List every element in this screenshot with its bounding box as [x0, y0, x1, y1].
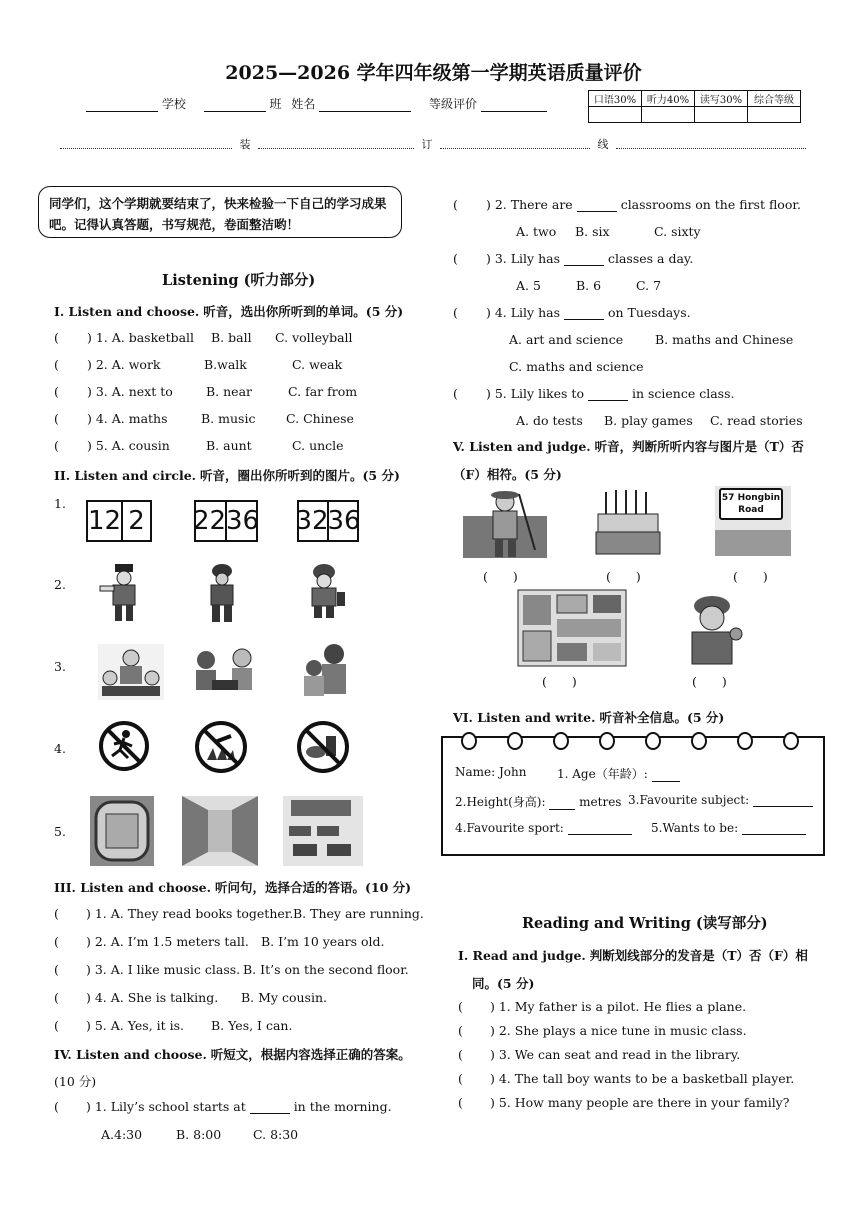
page-title: 2025—2026 学年四年级第一学期英语质量评价: [225, 62, 642, 84]
section-title-en: VI. Listen and write.: [453, 710, 596, 725]
option-a: ) 2. A. work: [87, 357, 161, 372]
question-prefix: ) 3. Lily has: [486, 251, 560, 266]
binding-line: [60, 136, 790, 152]
number-card[interactable]: [194, 500, 258, 542]
subject-blank[interactable]: [753, 794, 813, 807]
option-b: B. They are running.: [293, 906, 424, 921]
question-suffix: in science class.: [631, 386, 735, 401]
question-prefix: ) 5. Lily likes to: [486, 386, 584, 401]
spiral-ring: [461, 732, 477, 750]
section-title-cn: 听音，选出你所听到的单词。(5 分): [203, 304, 404, 319]
school-field[interactable]: [86, 99, 158, 112]
section-title-cn: 听短文，根据内容选择正确的答案。: [210, 1047, 411, 1062]
question-suffix: classes a day.: [607, 251, 694, 266]
judge-sentence: ) 4. The tall boy wants to be a basketball player.: [490, 1071, 795, 1086]
number-value: 2: [128, 506, 145, 536]
option-b: B. aunt: [206, 438, 252, 453]
worker-picture[interactable]: [682, 594, 746, 666]
age-field: [557, 765, 680, 782]
spiral-ring: [507, 732, 523, 750]
farmer-picture[interactable]: [463, 486, 547, 558]
option-c: C. volleyball: [275, 330, 353, 345]
row-number: 4.: [54, 741, 66, 756]
section-4-points: (10 分): [54, 1074, 97, 1089]
dotted-line: [258, 141, 414, 149]
birthday-cake-picture[interactable]: [594, 486, 662, 558]
height-blank[interactable]: [549, 797, 575, 810]
age-blank[interactable]: [652, 769, 680, 782]
reading-section-1-title-cont: 同。(5 分): [472, 976, 535, 991]
binding-char: 线: [597, 138, 609, 151]
spiral-ring: [553, 732, 569, 750]
fill-blank[interactable]: [564, 307, 604, 320]
answer-paren[interactable]: ( ): [692, 674, 727, 689]
spiral-ring: [599, 732, 615, 750]
question-prefix: ) 2. There are: [486, 197, 573, 212]
number-value: 32: [297, 502, 329, 540]
name-text: Name: John: [455, 765, 527, 779]
reading-section-1-title: [458, 946, 808, 964]
option-c: C. maths and science: [509, 359, 644, 374]
option-b: B. music: [201, 411, 256, 426]
wants-blank[interactable]: [742, 822, 806, 835]
section-title-en: V. Listen and judge.: [453, 439, 591, 454]
grade-eval-field[interactable]: [481, 99, 547, 112]
answer-paren[interactable]: ( ): [606, 569, 641, 584]
score-header: 综合等级: [748, 91, 801, 107]
answer-paren[interactable]: (: [54, 411, 59, 426]
classroom-picture[interactable]: [283, 796, 363, 866]
mother-reading-picture[interactable]: [298, 640, 354, 700]
dotted-line: [60, 141, 232, 149]
binding-char: 装: [239, 138, 251, 151]
judge-sentence: ) 5. How many people are there in your family?: [490, 1095, 790, 1110]
option-c: C. 8:30: [253, 1127, 299, 1142]
answer-paren[interactable]: (: [54, 1099, 59, 1114]
wants-label: 5.Wants to be:: [651, 821, 739, 835]
playground-picture[interactable]: [90, 796, 154, 866]
library-picture[interactable]: [182, 796, 258, 866]
class-field[interactable]: [204, 99, 266, 112]
option-a: ) 1. A. They read books together.: [86, 906, 294, 921]
notice-box: 同学们，这个学期就要结束了，快来检验一下自己的学习成果吧。记得认真答题，书写规范，卷面整洁哟！: [38, 186, 402, 238]
spiral-ring: [783, 732, 799, 750]
option-c: C. Chinese: [286, 411, 354, 426]
firefighter-girl-picture[interactable]: [304, 562, 348, 620]
section-title-cn: 听音，判断所听内容与图片是（T）否: [594, 439, 804, 454]
dotted-line: [440, 141, 590, 149]
question-text: [486, 197, 801, 212]
name-label: 姓名: [291, 97, 316, 111]
option-a: ) 4. A. She is talking.: [86, 990, 219, 1005]
question-text: [486, 305, 691, 320]
spiral-ring: [737, 732, 753, 750]
option-a: ) 4. A. maths: [87, 411, 168, 426]
answer-paren[interactable]: (: [54, 934, 59, 949]
name-field[interactable]: [319, 99, 411, 112]
binding-char: 订: [421, 138, 433, 151]
height-field: [455, 793, 621, 810]
question-text: [486, 251, 693, 266]
section-2-title: [54, 466, 400, 484]
school-map-picture[interactable]: [517, 589, 627, 667]
row-number: 5.: [54, 824, 66, 839]
option-a: ) 5. A. cousin: [87, 438, 170, 453]
number-card[interactable]: [297, 500, 359, 542]
answer-paren[interactable]: ( ): [483, 569, 518, 584]
question-text: [486, 386, 734, 401]
answer-paren[interactable]: (: [54, 962, 59, 977]
option-b: B. It’s on the second floor.: [243, 962, 409, 977]
answer-paren[interactable]: (: [458, 1047, 463, 1062]
judge-sentence: ) 2. She plays a nice tune in music class.: [490, 1023, 747, 1038]
section-5-title: [453, 437, 804, 455]
dotted-line: [616, 141, 806, 149]
option-a: A. 5: [516, 278, 541, 293]
police-officer-picture[interactable]: [98, 562, 148, 624]
section-title-cn: 判断划线部分的发音是（T）否（F）相: [589, 948, 808, 963]
score-table: [588, 90, 801, 123]
sport-field: [455, 821, 632, 835]
section-title-en: II. Listen and circle.: [54, 468, 197, 483]
option-c: C. 7: [636, 278, 662, 293]
school-label: 学校: [161, 97, 186, 111]
section-title-en: IV. Listen and choose.: [54, 1047, 207, 1062]
fill-blank[interactable]: [250, 1101, 290, 1114]
answer-paren[interactable]: (: [453, 386, 458, 401]
score-header: 读写30%: [695, 91, 748, 107]
answer-paren[interactable]: (: [54, 906, 59, 921]
section-title-en: I. Read and judge.: [458, 948, 586, 963]
answer-paren[interactable]: (: [458, 1023, 463, 1038]
spiral-ring: [691, 732, 707, 750]
question-suffix: on Tuesdays.: [607, 305, 691, 320]
answer-paren[interactable]: (: [54, 438, 59, 453]
option-b: B. six: [575, 224, 610, 239]
option-a: A.4:30: [101, 1127, 143, 1142]
option-c: C. weak: [292, 357, 343, 372]
section-title-cn: 听音，圈出你所听到的图片。(5 分): [200, 468, 400, 483]
option-b: B. I’m 10 years old.: [261, 934, 385, 949]
option-c: C. read stories: [710, 413, 803, 428]
row-number: 2.: [54, 577, 66, 592]
no-food-sign[interactable]: [296, 720, 350, 774]
section-title-cn: 听音补全信息。(5 分): [599, 710, 725, 725]
judge-sentence: ) 1. My father is a pilot. He flies a plane.: [490, 999, 747, 1014]
option-b: B. 6: [576, 278, 602, 293]
option-b: B.walk: [204, 357, 247, 372]
road-sign-text: 57 Hongbin Road: [719, 488, 783, 520]
score-header: 口语30%: [589, 91, 642, 107]
option-a: A. art and science: [509, 332, 624, 347]
question-suffix: in the morning.: [293, 1099, 392, 1114]
answer-paren[interactable]: (: [54, 1018, 59, 1033]
fill-blank[interactable]: [564, 253, 604, 266]
answer-paren[interactable]: (: [453, 197, 458, 212]
height-label: 2.Height(身高):: [455, 795, 546, 809]
option-a: ) 3. A. I like music class.: [86, 962, 241, 977]
score-header: 听力40%: [642, 91, 695, 107]
option-c: C. uncle: [292, 438, 344, 453]
question-text: [86, 1099, 392, 1114]
option-a: ) 3. A. next to: [87, 384, 173, 399]
grade-eval-label: 等级评价: [429, 97, 478, 111]
number-value: 36: [225, 506, 260, 536]
sport-label: 4.Favourite sport:: [455, 821, 564, 835]
fill-blank[interactable]: [577, 199, 617, 212]
option-b: B. Yes, I can.: [211, 1018, 293, 1033]
fill-blank[interactable]: [588, 388, 628, 401]
score-cell[interactable]: [589, 107, 642, 123]
answer-paren[interactable]: (: [453, 251, 458, 266]
option-a: A. do tests: [516, 413, 583, 428]
reading-heading: Reading and Writing (读写部分): [522, 915, 768, 932]
answer-paren[interactable]: (: [458, 1095, 463, 1110]
question-prefix: ) 4. Lily has: [486, 305, 560, 320]
number-value: 12: [88, 502, 123, 540]
judge-sentence: ) 3. We can seat and read in the library.: [490, 1047, 741, 1062]
question-suffix: classrooms on the first floor.: [620, 197, 801, 212]
answer-paren[interactable]: (: [453, 305, 458, 320]
firefighter-picture[interactable]: [202, 562, 242, 624]
section-1-title: [54, 302, 403, 320]
row-number: 3.: [54, 659, 66, 674]
answer-paren[interactable]: (: [54, 357, 59, 372]
option-b: B. maths and Chinese: [655, 332, 794, 347]
answer-paren[interactable]: (: [458, 1071, 463, 1086]
option-b: B. My cousin.: [241, 990, 327, 1005]
section-title-en: III. Listen and choose.: [54, 880, 211, 895]
family-cooking-picture[interactable]: [98, 644, 164, 700]
option-c: C. far from: [288, 384, 358, 399]
answer-paren[interactable]: ( ): [733, 569, 768, 584]
class-label: 班: [269, 97, 282, 111]
question-prefix: ) 1. Lily’s school starts at: [86, 1099, 246, 1114]
answer-paren[interactable]: (: [54, 384, 59, 399]
notepad: [441, 736, 825, 856]
number-card[interactable]: [86, 500, 152, 542]
option-a: ) 5. A. Yes, it is.: [86, 1018, 185, 1033]
section-title-cn: 听问句，选择合适的答语。(10 分): [214, 880, 412, 895]
answer-paren[interactable]: (: [54, 990, 59, 1005]
spiral-ring: [645, 732, 661, 750]
answer-paren[interactable]: (: [54, 330, 59, 345]
section-5-title-cont: （F）相符。(5 分): [453, 467, 562, 482]
option-b: B. 8:00: [176, 1127, 222, 1142]
option-a: ) 1. A. basketball: [87, 330, 195, 345]
section-3-title: [54, 878, 411, 896]
option-a: ) 2. A. I’m 1.5 meters tall.: [86, 934, 249, 949]
score-cell[interactable]: [642, 107, 695, 123]
boys-playing-chess-picture[interactable]: [190, 644, 260, 700]
road-buildings: [715, 530, 791, 556]
option-b: B. ball: [211, 330, 252, 345]
wants-field: [651, 821, 806, 835]
subject-label: 3.Favourite subject:: [628, 793, 750, 807]
age-label: 1. Age（年龄）:: [557, 767, 648, 781]
score-cell[interactable]: [748, 107, 801, 123]
section-4-title: [54, 1045, 411, 1063]
option-a: A. two: [516, 224, 557, 239]
answer-paren[interactable]: ( ): [542, 674, 577, 689]
row-number: 1.: [54, 496, 66, 511]
subject-field: [628, 793, 813, 807]
section-6-title: [453, 708, 724, 726]
no-running-sign[interactable]: [98, 720, 150, 772]
option-b: B. play games: [604, 413, 693, 428]
listening-heading: Listening (听力部分): [162, 272, 316, 289]
option-b: B. near: [206, 384, 253, 399]
section-title-en: I. Listen and choose.: [54, 304, 200, 319]
number-value: 22: [194, 502, 227, 540]
header-fields: [86, 95, 547, 112]
road-sign-picture[interactable]: [715, 486, 791, 556]
no-picking-flowers-sign[interactable]: [193, 720, 249, 774]
answer-paren[interactable]: (: [458, 999, 463, 1014]
metres-label: metres: [579, 795, 622, 809]
number-value: 36: [327, 506, 361, 536]
sport-blank[interactable]: [568, 822, 632, 835]
score-cell[interactable]: [695, 107, 748, 123]
option-c: C. sixty: [654, 224, 701, 239]
